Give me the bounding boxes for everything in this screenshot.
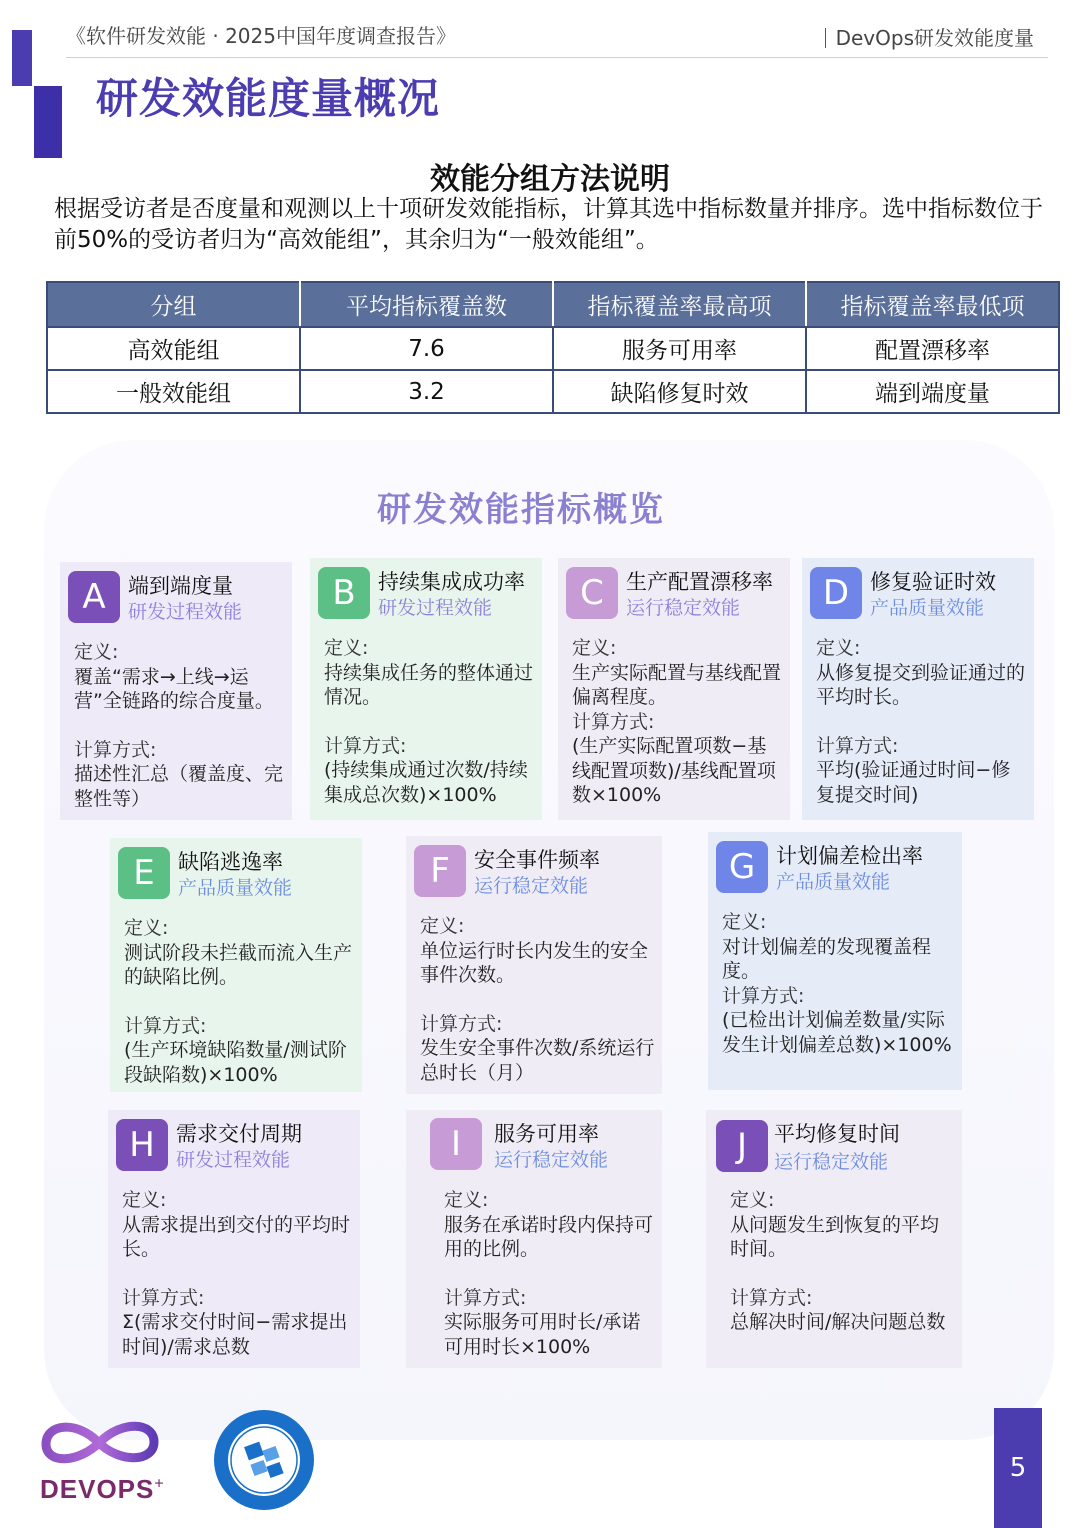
card-definition: 持续集成任务的整体通过情况。: [324, 661, 534, 708]
card-formula: 实际服务可用时长/承诺可用时长×100%: [444, 1311, 641, 1358]
definition-label: 定义:: [572, 637, 617, 659]
card-badge: G: [716, 841, 768, 893]
formula-label: 计算方式:: [722, 984, 805, 1007]
card-category: 运行稳定效能: [774, 1151, 889, 1173]
table-cell: 高效能组: [47, 327, 300, 370]
card-category: 产品质量效能: [776, 871, 891, 893]
card-formula: (生产环境缺陷数量/测试阶段缺陷数)×100%: [124, 1039, 347, 1086]
table-cell: 7.6: [300, 327, 553, 370]
formula-label: 计算方式:: [74, 738, 157, 761]
table-cell: 端到端度量: [806, 370, 1059, 413]
definition-label: 定义:: [444, 1189, 489, 1211]
card-badge: J: [716, 1120, 768, 1172]
card-name: 计划偏差检出率: [776, 844, 923, 868]
card-formula: (已检出计划偏差数量/实际发生计划偏差总数)×100%: [722, 1009, 952, 1056]
header-separator: [825, 28, 826, 48]
devops-logo: [36, 1412, 166, 1512]
card-body: [816, 636, 1028, 807]
formula-label: 计算方式:: [420, 1012, 503, 1035]
section-label: [825, 22, 1034, 51]
card-formula: 平均(验证通过时间−修复提交时间): [816, 759, 1011, 806]
card-definition: 服务在承诺时段内保持可用的比例。: [444, 1213, 654, 1260]
table-row: [47, 327, 1059, 370]
devops-wordmark-plus: +: [154, 1475, 165, 1493]
metric-card-g: [708, 832, 962, 1090]
table-header-row: [47, 282, 1059, 327]
decor-bar-top: [12, 30, 32, 86]
card-formula: (生产实际配置项数−基线配置项数)/基线配置项数×100%: [572, 735, 776, 806]
seal-icon: [212, 1408, 316, 1512]
card-name: 平均修复时间: [774, 1122, 900, 1146]
formula-label: 计算方式:: [444, 1286, 527, 1309]
card-name: 安全事件频率: [474, 848, 600, 872]
definition-label: 定义:: [730, 1189, 775, 1211]
metric-card-d: [802, 558, 1034, 820]
card-formula: 描述性汇总（覆盖度、完整性等）: [74, 763, 284, 810]
report-title: 《软件研发效能 · 2025中国年度调查报告》: [66, 24, 456, 48]
card-body: [324, 636, 536, 807]
infinity-icon: [36, 1412, 166, 1472]
card-badge: F: [414, 845, 466, 897]
card-body: [730, 1188, 956, 1335]
formula-label: 计算方式:: [122, 1286, 205, 1309]
grouping-title: 效能分组方法说明: [430, 162, 670, 197]
card-definition: 从需求提出到交付的平均时长。: [122, 1213, 351, 1260]
card-badge: B: [318, 567, 370, 619]
overview-title: 研发效能指标概览: [377, 490, 665, 530]
card-definition: 从问题发生到恢复的平均时间。: [730, 1213, 940, 1260]
card-category: 运行稳定效能: [494, 1149, 609, 1171]
card-badge: I: [430, 1118, 482, 1170]
card-formula: 发生安全事件次数/系统运行总时长（月）: [420, 1037, 655, 1084]
card-body: [124, 916, 356, 1087]
card-category: 产品质量效能: [178, 877, 293, 899]
card-definition: 对计划偏差的发现覆盖程度。: [722, 935, 932, 982]
card-formula: Σ(需求交付时间−需求提出时间)/需求总数: [122, 1311, 348, 1358]
table-header-cell: 指标覆盖率最低项: [806, 282, 1059, 327]
metric-card-h: [108, 1110, 360, 1368]
page-title: 研发效能度量概况: [96, 74, 441, 123]
metric-card-a: [60, 562, 292, 820]
card-formula: (持续集成通过次数/持续集成总次数)×100%: [324, 759, 528, 806]
card-definition: 生产实际配置与基线配置偏离程度。: [572, 661, 782, 708]
grouping-table: [46, 281, 1060, 414]
table-header-cell: 平均指标覆盖数: [300, 282, 553, 327]
card-category: 运行稳定效能: [626, 597, 741, 619]
card-formula: 总解决时间/解决问题总数: [730, 1311, 946, 1333]
metric-card-e: [110, 838, 362, 1092]
card-body: [122, 1188, 354, 1359]
card-badge: C: [566, 567, 618, 619]
table-cell: 一般效能组: [47, 370, 300, 413]
formula-label: 计算方式:: [572, 710, 655, 733]
definition-label: 定义:: [420, 915, 465, 937]
formula-label: 计算方式:: [730, 1286, 813, 1309]
sse-seal-logo: [212, 1408, 316, 1512]
metric-card-c: [558, 558, 790, 820]
card-name: 端到端度量: [128, 574, 233, 598]
definition-label: 定义:: [324, 637, 369, 659]
card-body: [420, 914, 656, 1085]
card-definition: 从修复提交到验证通过的平均时长。: [816, 661, 1026, 708]
section-label-text: DevOps研发效能度量: [835, 26, 1034, 50]
card-name: 服务可用率: [494, 1122, 599, 1146]
grouping-description: 根据受访者是否度量和观测以上十项研发效能指标，计算其选中指标数量并排序。选中指标数位于前50%的受访者归为“高效能组”，其余归为“一般效能组”。: [54, 196, 1043, 253]
devops-wordmark: [40, 1474, 165, 1505]
table-row: [47, 370, 1059, 413]
table-header-cell: 分组: [47, 282, 300, 327]
card-category: 研发过程效能: [128, 601, 243, 623]
card-category: 研发过程效能: [378, 597, 493, 619]
card-definition: 单位运行时长内发生的安全事件次数。: [420, 939, 649, 986]
card-badge: D: [810, 567, 862, 619]
card-body: [722, 910, 956, 1057]
metric-card-b: [310, 558, 542, 820]
card-name: 修复验证时效: [870, 570, 996, 594]
card-name: 持续集成成功率: [378, 570, 525, 594]
metric-card-j: [706, 1110, 962, 1368]
card-badge: E: [118, 847, 170, 899]
card-body: [74, 640, 286, 811]
card-name: 缺陷逃逸率: [178, 850, 283, 874]
definition-label: 定义:: [816, 637, 861, 659]
card-definition: 测试阶段未拦截而流入生产的缺陷比例。: [124, 941, 353, 988]
table-header-cell: 指标覆盖率最高项: [553, 282, 806, 327]
definition-label: 定义:: [122, 1189, 167, 1211]
metric-card-f: [406, 836, 662, 1094]
formula-label: 计算方式:: [816, 734, 899, 757]
definition-label: 定义:: [722, 911, 767, 933]
definition-label: 定义:: [74, 641, 119, 663]
card-category: 研发过程效能: [176, 1149, 291, 1171]
devops-wordmark-text: DEVOPS: [40, 1474, 155, 1504]
card-badge: H: [116, 1119, 168, 1171]
table-cell: 缺陷修复时效: [553, 370, 806, 413]
header-divider: [66, 57, 1048, 58]
card-body: [572, 636, 784, 808]
card-name: 生产配置漂移率: [626, 570, 773, 594]
formula-label: 计算方式:: [124, 1014, 207, 1037]
card-body: [444, 1188, 656, 1359]
table-cell: 服务可用率: [553, 327, 806, 370]
metric-card-i: [406, 1110, 662, 1368]
card-badge: A: [68, 571, 120, 623]
card-category: 运行稳定效能: [474, 875, 589, 897]
card-name: 需求交付周期: [176, 1122, 302, 1146]
card-definition: 覆盖“需求→上线→运营”全链路的综合度量。: [74, 665, 274, 712]
card-category: 产品质量效能: [870, 597, 985, 619]
formula-label: 计算方式:: [324, 734, 407, 757]
definition-label: 定义:: [124, 917, 169, 939]
table-cell: 配置漂移率: [806, 327, 1059, 370]
table-cell: 3.2: [300, 370, 553, 413]
decor-bar-bottom: [34, 86, 62, 158]
page-number: 5: [994, 1408, 1042, 1528]
